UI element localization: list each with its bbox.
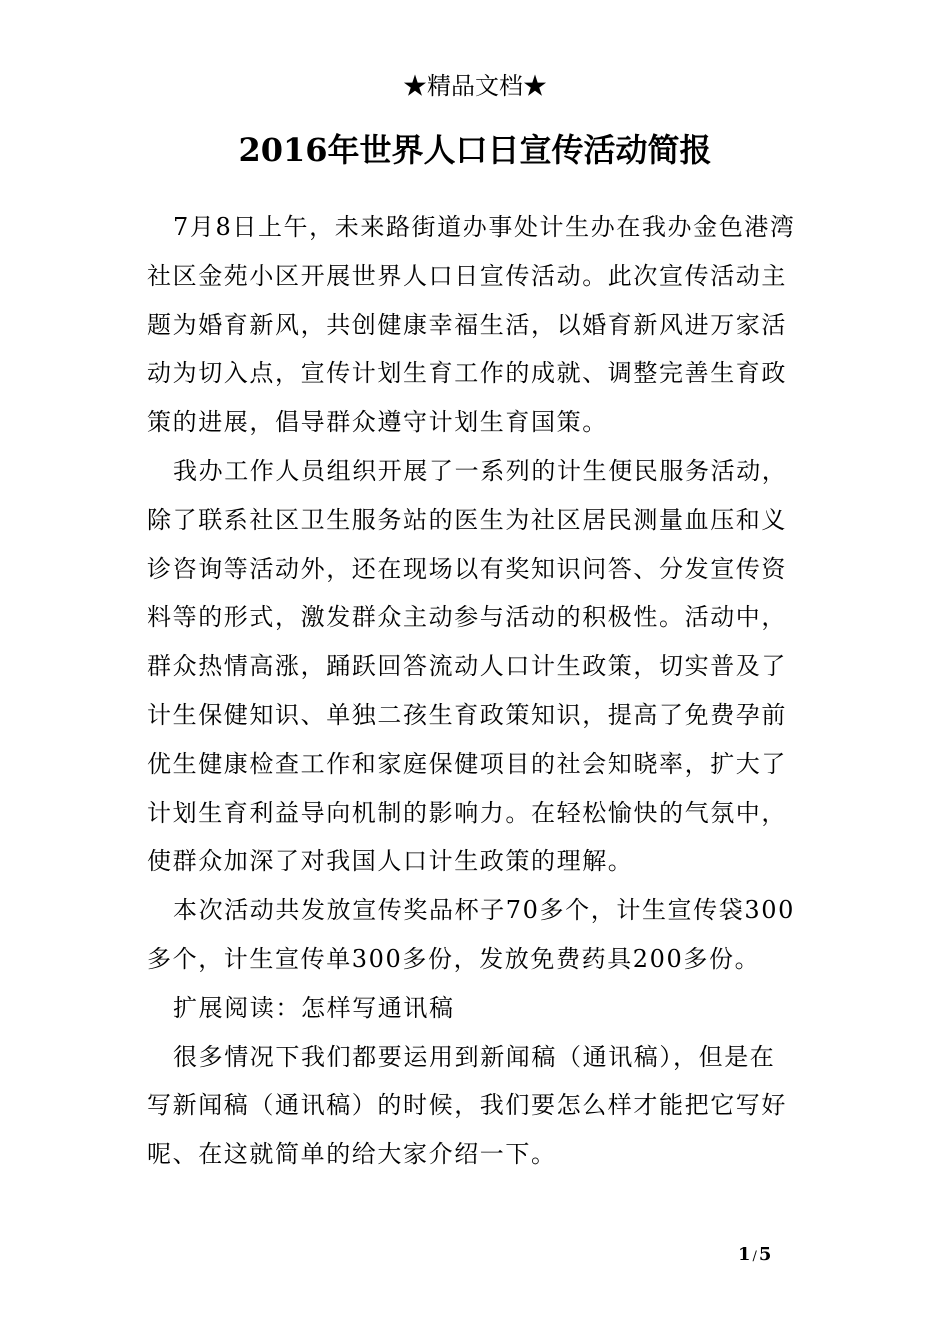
page-number-current: 1 bbox=[738, 1244, 751, 1265]
paragraph-line: 扩展阅读：怎样写通讯稿 bbox=[173, 993, 455, 1022]
paragraph-line: 除了联系社区卫生服务站的医生为社区居民测量血压和义 bbox=[147, 505, 787, 534]
paragraph-line: 动为切入点，宣传计划生育工作的成就、调整完善生育政 bbox=[147, 359, 787, 388]
paragraph-line: 策的进展，倡导群众遵守计划生育国策。 bbox=[147, 408, 608, 437]
page-number-separator: / bbox=[752, 1249, 757, 1264]
paragraph bbox=[147, 984, 803, 1033]
paragraph-line: 题为婚育新风，共创健康幸福生活，以婚育新风进万家活 bbox=[147, 310, 787, 339]
paragraph-line: 计生保健知识、单独二孩生育政策知识，提高了免费孕前 bbox=[147, 700, 787, 729]
paragraph-line: 使群众加深了对我国人口计生政策的理解。 bbox=[147, 847, 634, 876]
paragraph-line: 优生健康检查工作和家庭保健项目的社会知晓率，扩大了 bbox=[147, 749, 787, 778]
paragraph-line: 社区金苑小区开展世界人口日宣传活动。此次宣传活动主 bbox=[147, 261, 787, 290]
paragraph-line: 计划生育利益导向机制的影响力。在轻松愉快的气氛中， bbox=[147, 798, 787, 827]
paragraph-line: 多个，计生宣传单300多份，发放免费药具200多份。 bbox=[147, 944, 761, 973]
paragraph-line: 7月8日上午，未来路街道办事处计生办在我办金色港湾 bbox=[173, 213, 796, 241]
paragraph-line: 呢、在这就简单的给大家介绍一下。 bbox=[147, 1140, 557, 1169]
paragraph bbox=[147, 447, 803, 886]
page-number bbox=[738, 1244, 771, 1268]
paragraph-line: 我办工作人员组织开展了一系列的计生便民服务活动， bbox=[173, 456, 788, 485]
paragraph-line: 本次活动共发放宣传奖品杯子70多个，计生宣传袋300 bbox=[173, 896, 795, 925]
paragraph-line: 很多情况下我们都要运用到新闻稿（通讯稿），但是在 bbox=[173, 1042, 776, 1071]
paragraph-line: 群众热情高涨，踊跃回答流动人口计生政策，切实普及了 bbox=[147, 652, 787, 681]
paragraph bbox=[147, 886, 803, 984]
paragraph-line: 诊咨询等活动外，还在现场以有奖知识问答、分发宣传资 bbox=[147, 554, 787, 583]
paragraph bbox=[147, 203, 803, 447]
document-header: ★精品文档★ bbox=[403, 72, 547, 100]
page-number-total: 5 bbox=[758, 1244, 772, 1265]
paragraph bbox=[147, 1033, 803, 1179]
document-title: 2016年世界人口日宣传活动简报 bbox=[238, 131, 712, 169]
paragraph-line: 写新闻稿（通讯稿）的时候，我们要怎么样才能把它写好 bbox=[147, 1091, 787, 1120]
document-body bbox=[147, 203, 803, 1179]
paragraph-line: 料等的形式，激发群众主动参与活动的积极性。活动中， bbox=[147, 603, 787, 632]
